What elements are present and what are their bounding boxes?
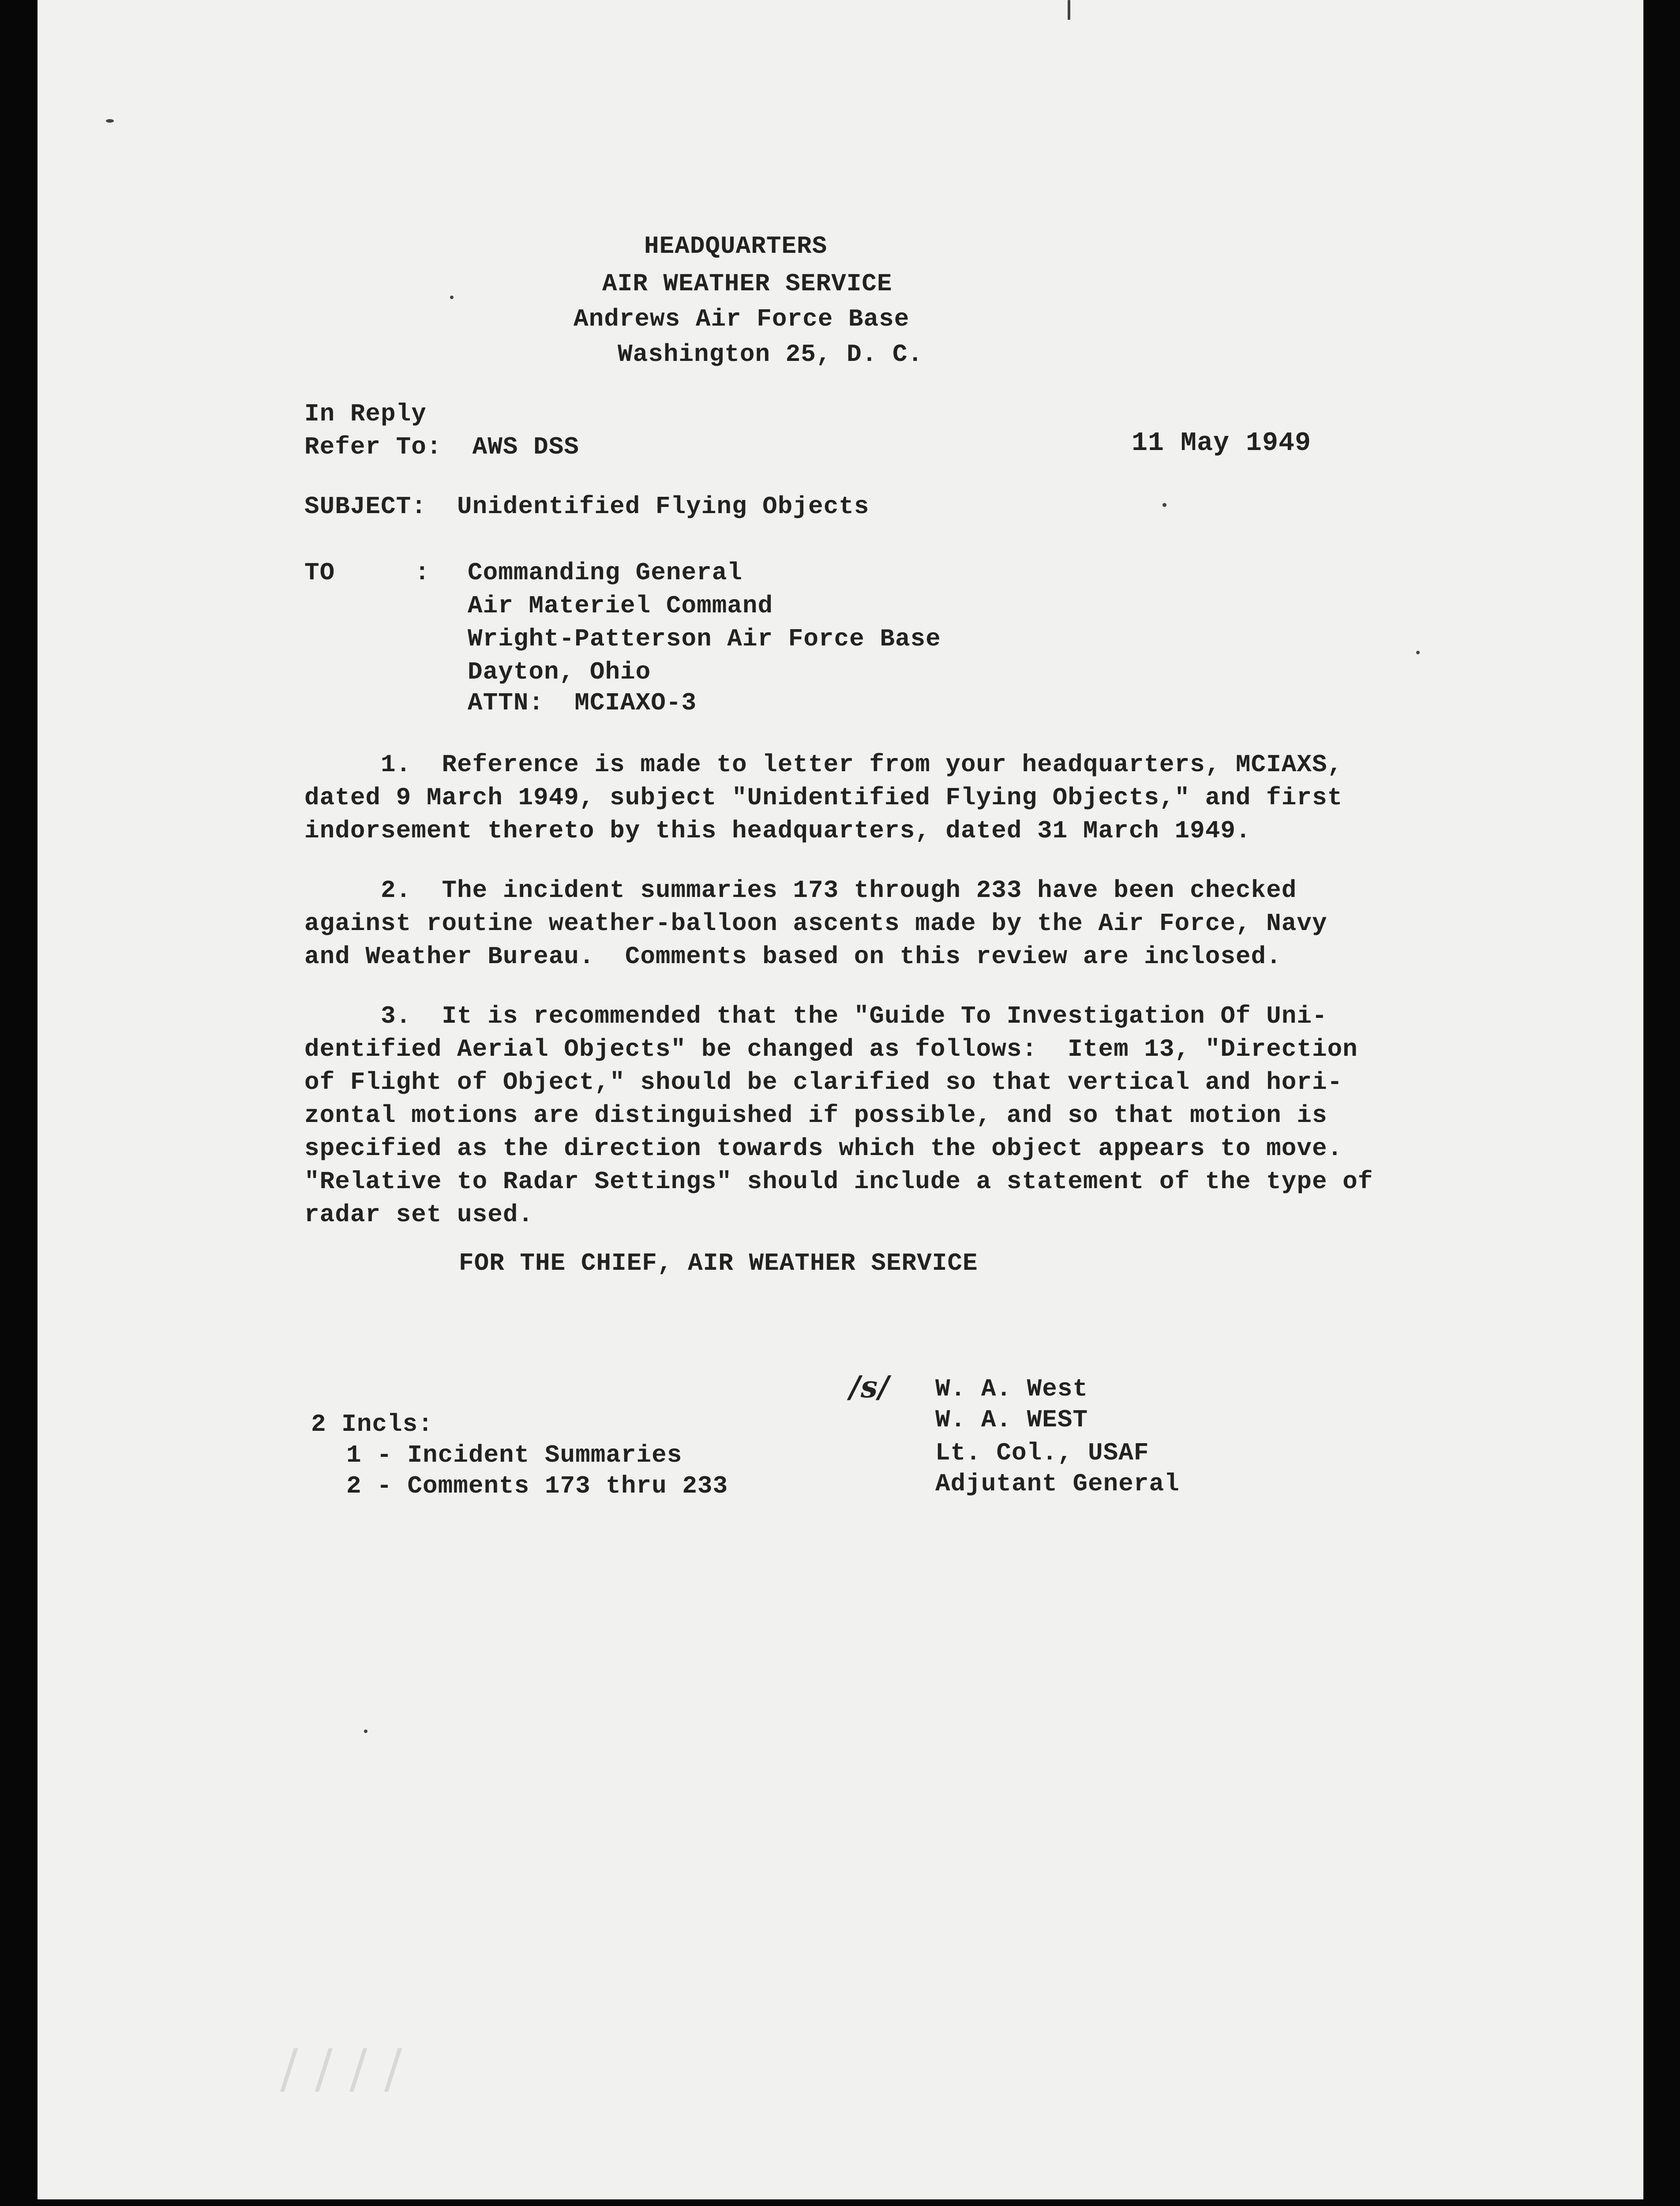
paragraph-2-line: and Weather Bureau. Comments based on this review are inclosed.	[304, 942, 1282, 971]
paragraph-3-line: of Flight of Object," should be clarified so that vertical and hori-	[304, 1068, 1343, 1096]
paragraph-1-line: indorsement thereto by this headquarters, dated 31 March 1949.	[304, 817, 1251, 845]
paragraph-3-line: dentified Aerial Objects" be changed as follows: Item 13, "Direction	[304, 1035, 1358, 1063]
addressee-line: Dayton, Ohio	[468, 658, 651, 686]
scan-speck	[1416, 651, 1420, 654]
signature-signed-name: W. A. West	[935, 1375, 1088, 1403]
scan-speck	[1162, 503, 1166, 507]
letterhead-base: Andrews Air Force Base	[574, 305, 910, 333]
addressee-attn: ATTN: MCIAXO-3	[468, 689, 697, 717]
faded-pencil-marks: / / / /	[280, 2038, 402, 2100]
scan-speck	[364, 1730, 368, 1733]
refer-to-line: Refer To: AWS DSS	[304, 433, 579, 461]
letterhead-headquarters: HEADQUARTERS	[644, 232, 828, 260]
for-the-chief-line: FOR THE CHIEF, AIR WEATHER SERVICE	[459, 1249, 978, 1277]
paragraph-1-line: 1. Reference is made to letter from your headquarters, MCIAXS,	[304, 750, 1343, 779]
subject-line: SUBJECT: Unidentified Flying Objects	[304, 492, 870, 521]
paragraph-3-line: "Relative to Radar Settings" should include a statement of the type of	[304, 1167, 1373, 1196]
to-colon: :	[415, 559, 430, 587]
signature-rank: Lt. Col., USAF	[935, 1439, 1149, 1467]
letterhead-air-weather-service: AIR WEATHER SERVICE	[602, 270, 892, 298]
letterhead-city: Washington 25, D. C.	[618, 340, 923, 368]
paragraph-1-line: dated 9 March 1949, subject "Unidentified Flying Objects," and first	[304, 784, 1343, 812]
signature-mark: /s/	[849, 1369, 889, 1405]
paragraph-2-line: 2. The incident summaries 173 through 233 have been checked	[304, 876, 1297, 904]
inclosures-header: 2 Incls:	[311, 1410, 433, 1438]
addressee-line: Commanding General	[468, 559, 742, 587]
inclosure-item: 1 - Incident Summaries	[346, 1441, 682, 1469]
paragraph-3-line: radar set used.	[304, 1201, 534, 1229]
addressee-line: Wright-Patterson Air Force Base	[468, 625, 941, 653]
scan-speck	[1068, 0, 1070, 20]
paragraph-3-line: 3. It is recommended that the "Guide To Investigation Of Uni-	[304, 1002, 1328, 1030]
paragraph-3-line: specified as the direction towards which the object appears to move.	[304, 1134, 1343, 1163]
addressee-line: Air Materiel Command	[468, 592, 773, 620]
inclosure-item: 2 - Comments 173 thru 233	[346, 1472, 728, 1500]
scan-speck	[450, 296, 454, 299]
letter-date: 11 May 1949	[1132, 428, 1312, 458]
letter-page	[38, 0, 1643, 2199]
signature-typed-name: W. A. WEST	[935, 1406, 1088, 1434]
paragraph-3-line: zontal motions are distinguished if possible, and so that motion is	[304, 1101, 1328, 1129]
paragraph-2-line: against routine weather-balloon ascents made by the Air Force, Navy	[304, 909, 1328, 938]
signature-title: Adjutant General	[935, 1470, 1180, 1498]
to-label: TO	[304, 559, 335, 587]
scan-speck	[106, 119, 114, 123]
in-reply-label: In Reply	[304, 400, 427, 428]
